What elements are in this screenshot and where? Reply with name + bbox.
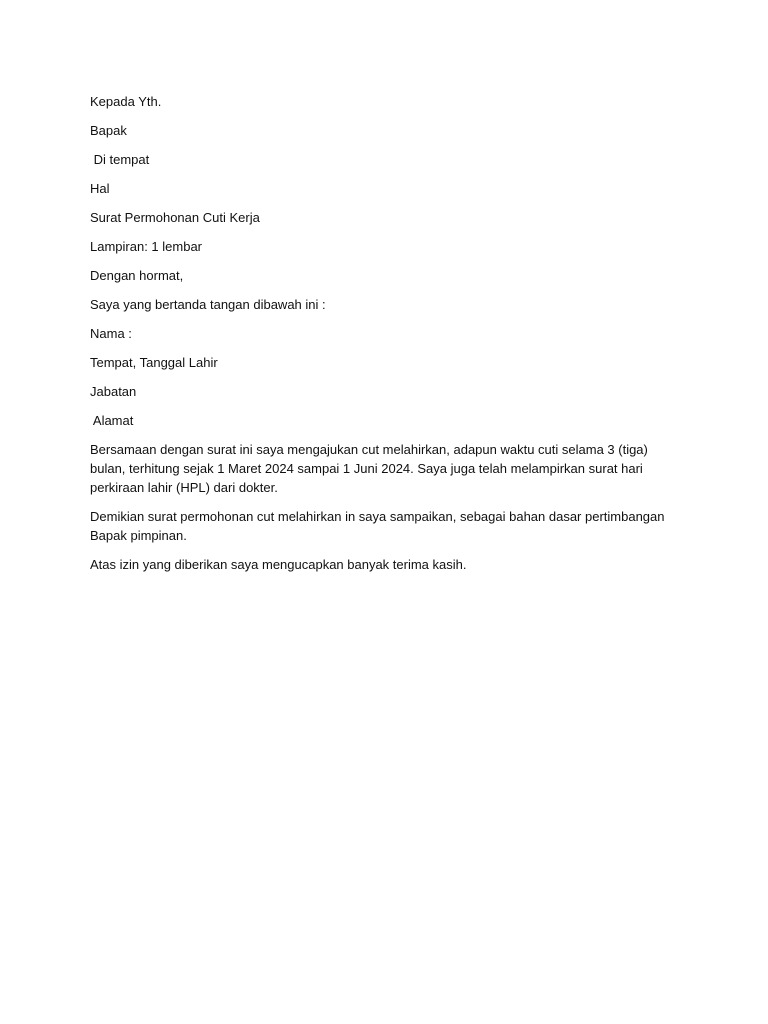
paragraph-leave-request: Bersamaan dengan surat ini saya mengajukan cut melahirkan, adapun waktu cuti selama 3 (tiga) bulan, terhitung sejak 1 Maret 2024 sampai 1 Juni 2024. Saya juga telah melampirkan surat hari perkiraan lahir (HPL) dari dokter. <box>90 442 648 495</box>
recipient: Bapak <box>90 123 127 138</box>
field-position: Jabatan <box>90 384 137 399</box>
letter-body <box>90 92 680 584</box>
greeting: Dengan hormat, <box>90 268 184 283</box>
subject: Surat Permohonan Cuti Kerja <box>90 210 260 225</box>
paragraph-thanks: Atas izin yang diberikan saya mengucapkan banyak terima kasih. <box>90 557 467 572</box>
field-address: Alamat <box>90 413 134 428</box>
field-birth: Tempat, Tanggal Lahir <box>90 355 218 370</box>
field-name: Nama : <box>90 326 132 341</box>
place: Di tempat <box>90 152 150 167</box>
subject-label: Hal <box>90 181 110 196</box>
intro: Saya yang bertanda tangan dibawah ini : <box>90 297 326 312</box>
attachment: Lampiran: 1 lembar <box>90 239 202 254</box>
paragraph-closing: Demikian surat permohonan cut melahirkan in saya sampaikan, sebagai bahan dasar pertimbangan Bapak pimpinan. <box>90 509 665 543</box>
salutation-to: Kepada Yth. <box>90 94 162 109</box>
